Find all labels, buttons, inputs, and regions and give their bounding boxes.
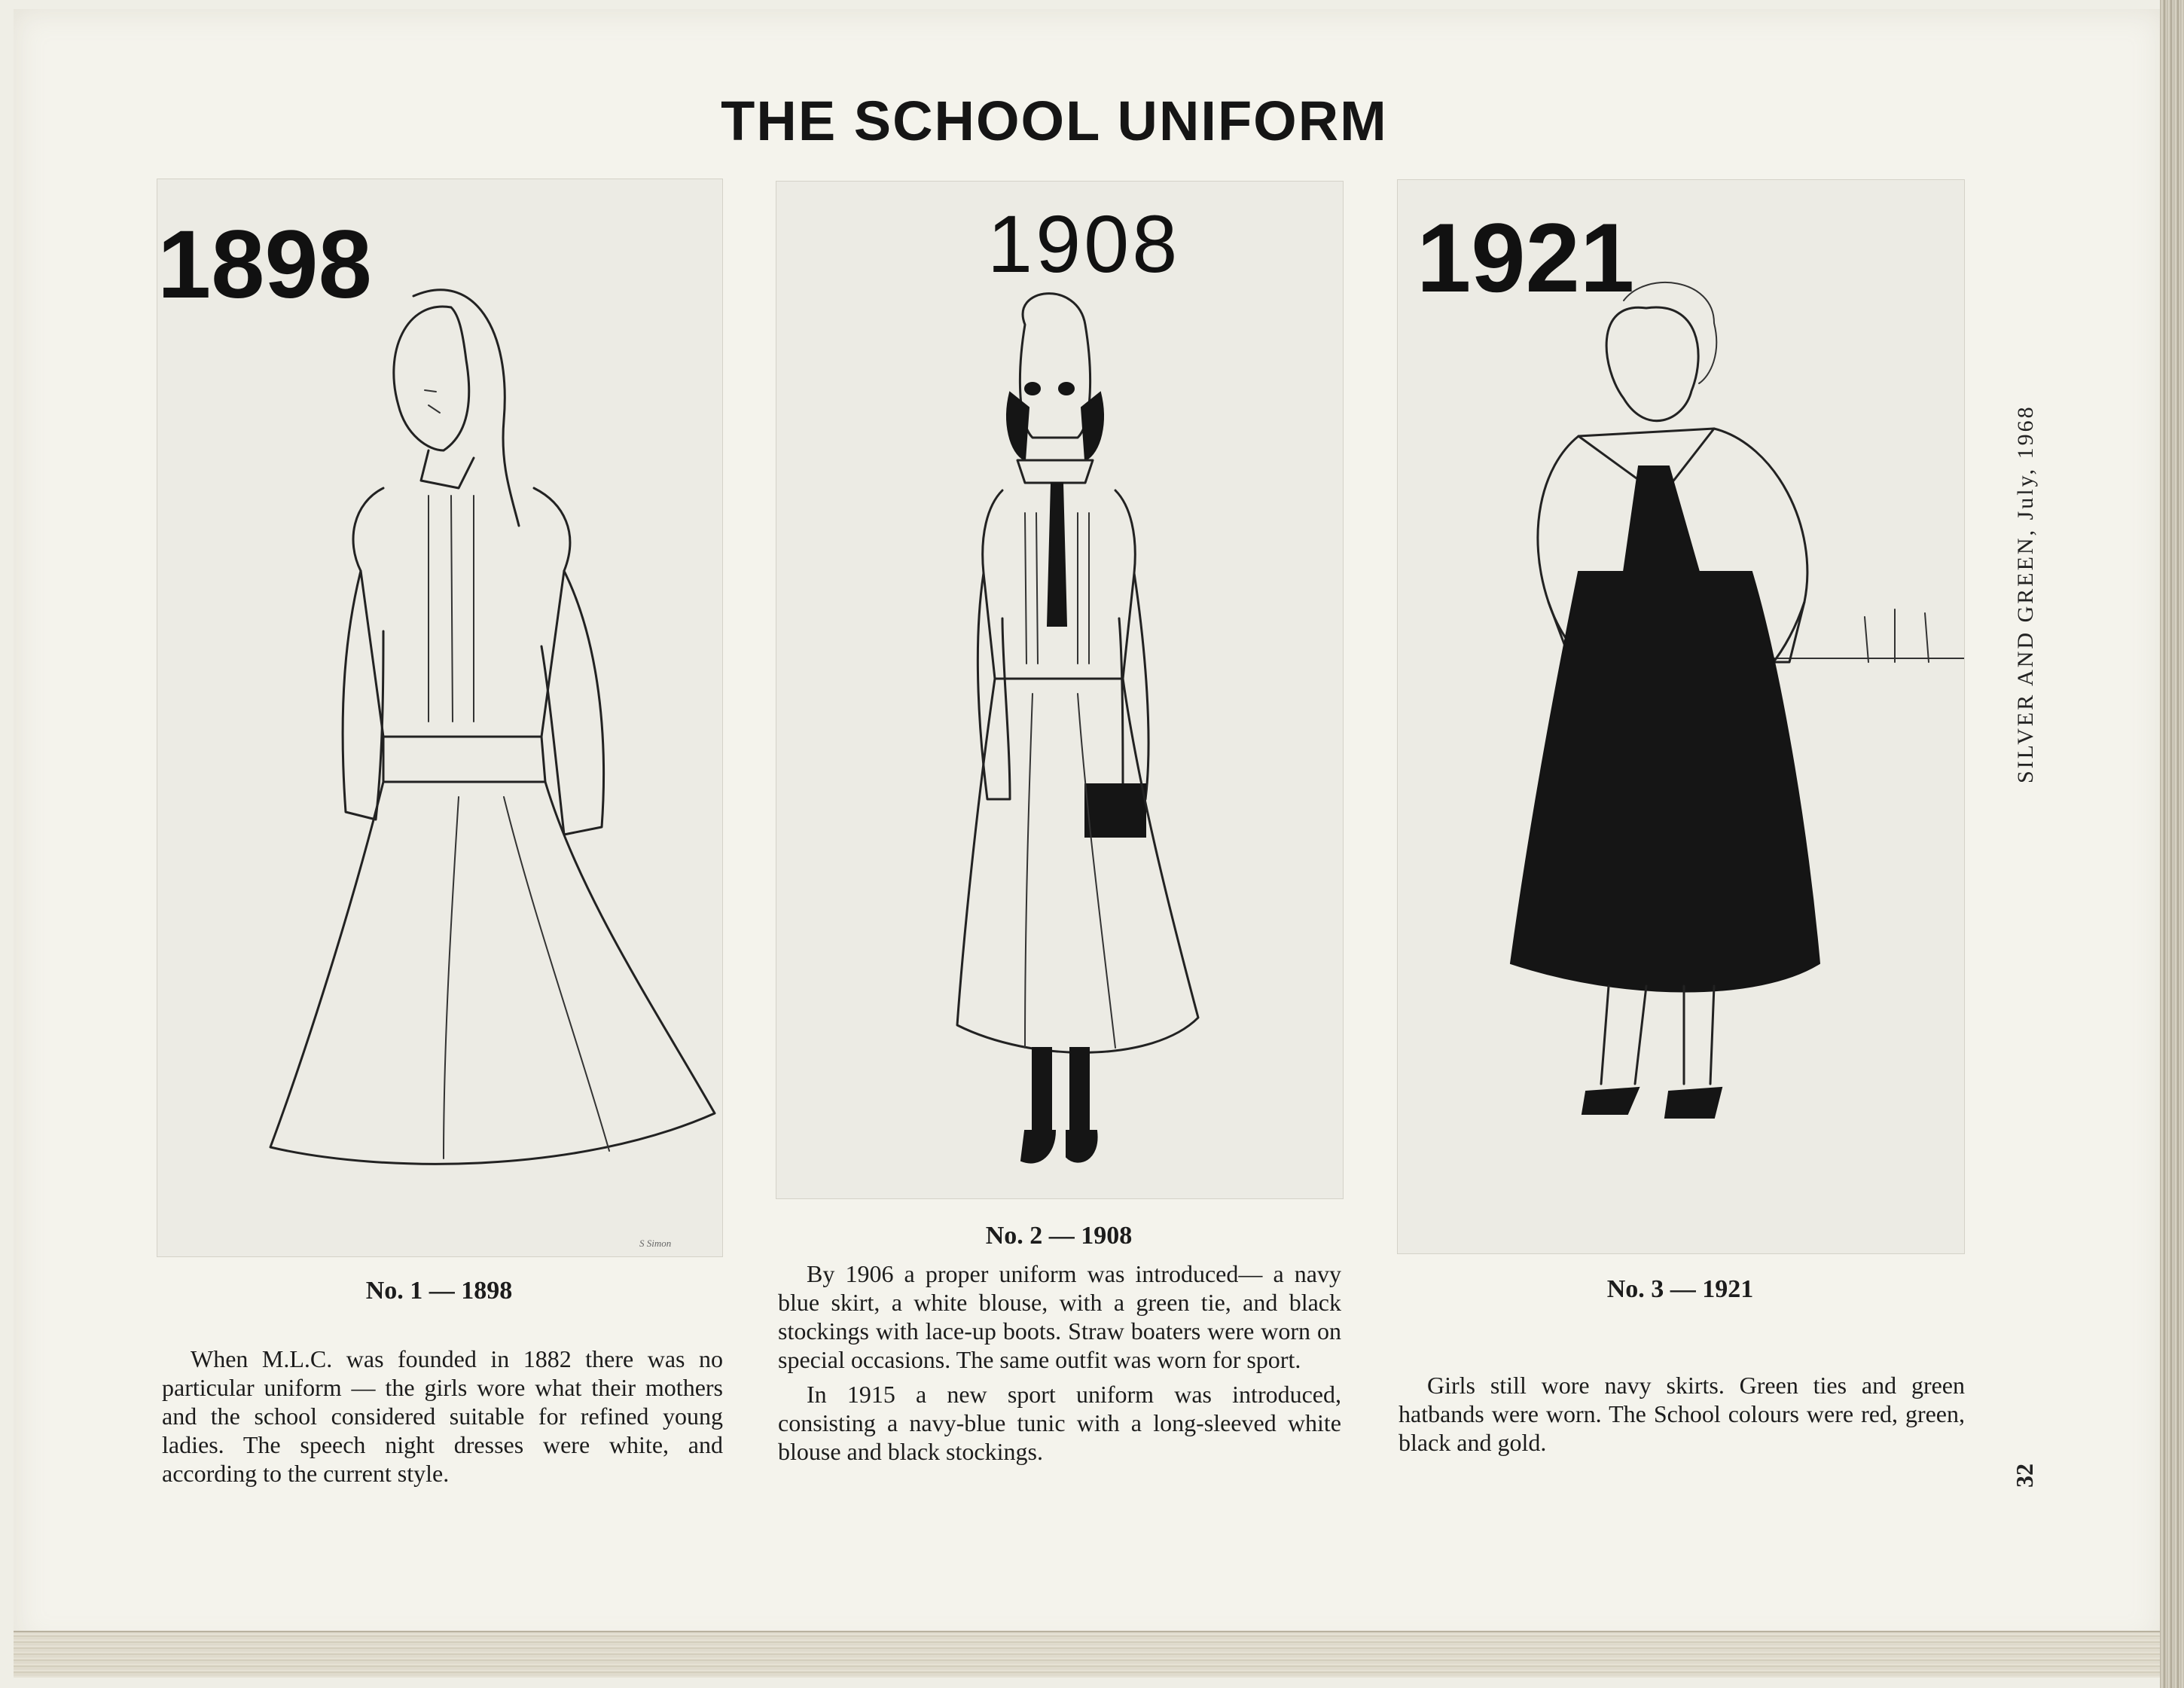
figure-1921-drawing	[1398, 180, 1964, 1253]
caption-1898: No. 1 — 1898	[365, 1277, 513, 1305]
panel-year-label: 1921	[1417, 203, 1635, 313]
figure-1898-drawing	[157, 179, 722, 1256]
caption-1908: No. 2 — 1908	[985, 1222, 1133, 1250]
page-stack-edge	[14, 1631, 2164, 1677]
paragraph: Girls still wore navy skirts. Green ties and green hatbands were worn. The School colours were red, green, black and gold.	[1399, 1372, 1965, 1456]
panel-year-label: 1898	[157, 211, 372, 319]
paragraph: By 1906 a proper uniform was introduced— a navy blue skirt, a white blouse, with a green tie, and black stockings with lace-up boots. Straw boaters were worn on special occasions. The same outfit was worn for sport.	[778, 1260, 1341, 1373]
book-spine-edge	[2160, 0, 2184, 1688]
panel-year-label: 1908	[987, 198, 1181, 289]
page-number: 32	[2011, 1464, 2038, 1488]
illustration-1908	[776, 181, 1344, 1199]
paragraph: When M.L.C. was founded in 1882 there was no particular uniform — the girls wore what their mothers and the school considered suitable for refined young ladies. The speech night dresses were white, and according to the current style.	[162, 1345, 723, 1487]
text-block-1908	[778, 1259, 1341, 1466]
illustration-1898	[157, 179, 723, 1257]
page-title: THE SCHOOL UNIFORM	[721, 90, 1388, 152]
text-block-1921	[1399, 1371, 1965, 1457]
text-block-1898	[162, 1345, 723, 1488]
figure-1908-drawing	[776, 182, 1343, 1198]
artist-signature: S Simon	[639, 1238, 672, 1249]
illustration-1921	[1397, 179, 1965, 1254]
caption-1921: No. 3 — 1921	[1606, 1275, 1754, 1303]
paragraph: In 1915 a new sport uniform was introduced, consisting a navy-blue tunic with a long-sleeved white blouse and black stockings.	[778, 1381, 1341, 1465]
running-head: SILVER AND GREEN, July, 1968	[2013, 404, 2038, 783]
